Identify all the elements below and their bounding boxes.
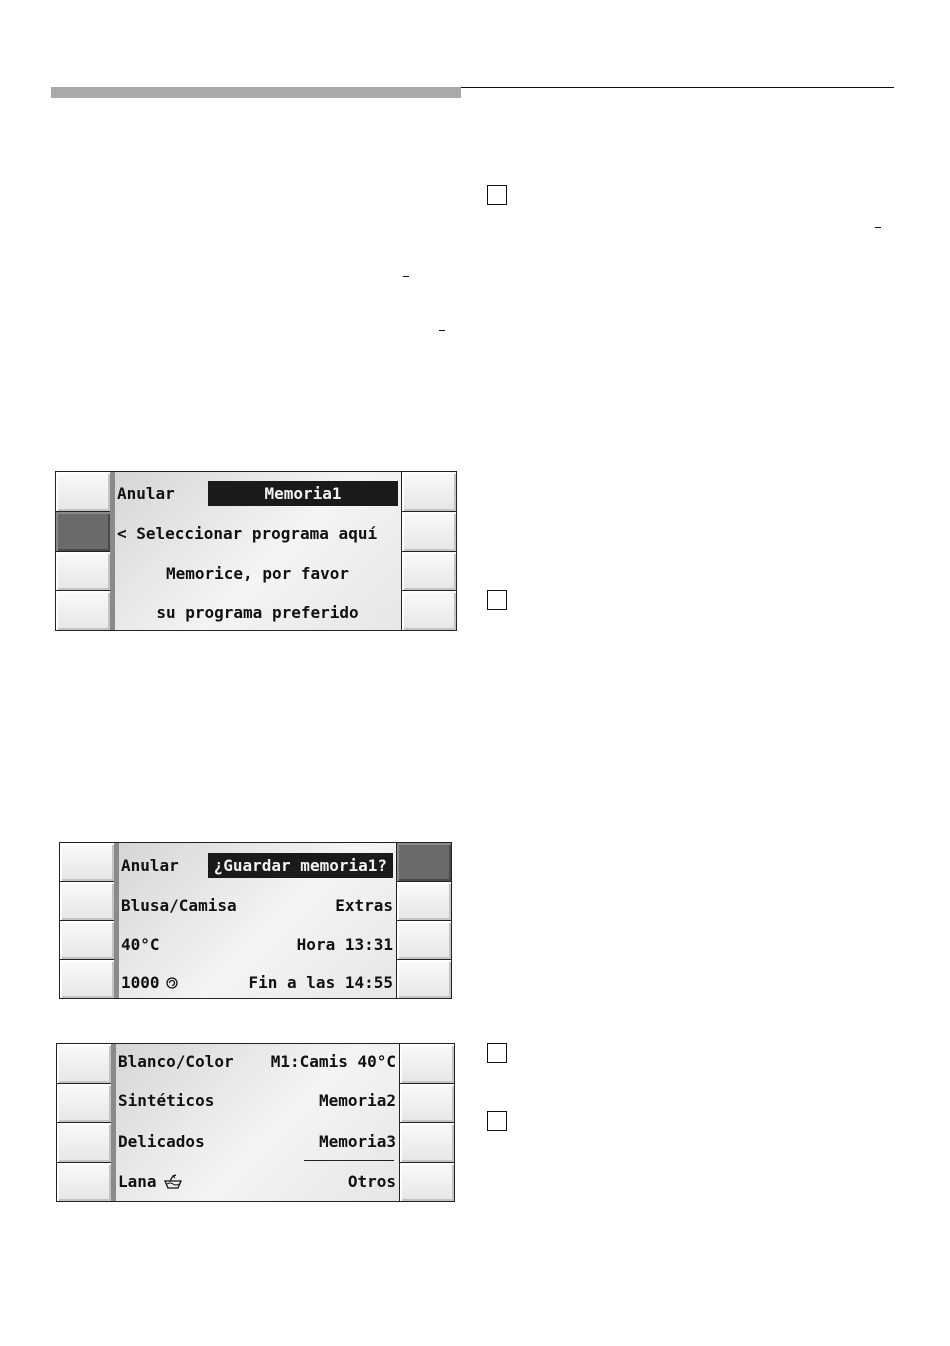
hyphen-mark: [439, 330, 445, 331]
right-key-2[interactable]: [402, 512, 456, 552]
display-panel-memory-select: [55, 471, 457, 631]
memory-3-program: Memoria3: [318, 1131, 396, 1151]
left-key-4[interactable]: [56, 591, 110, 630]
program-name: Blusa/Camisa: [121, 895, 237, 915]
memorize-message-1: Memorice, por favor: [165, 563, 350, 583]
right-key-2[interactable]: [397, 882, 451, 921]
handwash-icon: [163, 1174, 183, 1190]
header-bar: [51, 87, 461, 98]
memory-1-program: M1:Camis 40°C: [270, 1051, 396, 1071]
right-keys: [401, 472, 456, 630]
lcd-screen: [114, 843, 397, 998]
memorize-message-2: su programa preferido: [156, 602, 359, 622]
lcd-screen: [110, 472, 402, 630]
display-panel-save-memory: [59, 842, 452, 999]
clock-time: Hora 13:31: [296, 934, 393, 954]
display-panel-program-menu: [56, 1043, 455, 1202]
save-memory-prompt: ¿Guardar memoria1?: [208, 853, 393, 878]
select-program-prompt: < Seleccionar programa aquí: [117, 523, 378, 543]
spin-icon: [166, 977, 178, 989]
left-key-4[interactable]: [60, 960, 114, 998]
right-keys: [396, 843, 451, 998]
right-key-2[interactable]: [400, 1084, 454, 1124]
hyphen-mark: [875, 227, 881, 228]
left-key-3[interactable]: [56, 552, 110, 592]
cancel-label: Anular: [121, 855, 179, 875]
left-key-2[interactable]: [56, 512, 110, 552]
left-key-1[interactable]: [60, 843, 114, 882]
left-key-1[interactable]: [57, 1044, 111, 1084]
spin-speed: [121, 973, 178, 992]
right-key-1[interactable]: [402, 472, 456, 512]
left-key-2[interactable]: [57, 1084, 111, 1124]
program-wool: [118, 1172, 183, 1191]
cancel-label: Anular: [117, 483, 175, 503]
hyphen-mark: [403, 276, 409, 277]
extras-label: Extras: [335, 895, 393, 915]
left-key-2[interactable]: [60, 882, 114, 921]
program-white-color: Blanco/Color: [118, 1051, 234, 1071]
program-synthetics: Sintéticos: [118, 1090, 215, 1110]
temperature-value: 40°C: [121, 934, 160, 954]
other-programs: Otros: [347, 1171, 396, 1191]
right-key-1[interactable]: [397, 843, 451, 882]
left-key-3[interactable]: [57, 1123, 111, 1163]
right-key-3[interactable]: [397, 921, 451, 960]
right-key-1[interactable]: [400, 1044, 454, 1084]
right-key-3[interactable]: [400, 1123, 454, 1163]
memory-2-program: Memoria2: [318, 1090, 396, 1110]
right-keys: [399, 1044, 454, 1201]
step-checkbox-4: [487, 1111, 507, 1131]
memory-title: Memoria1: [208, 481, 398, 506]
left-key-4[interactable]: [57, 1163, 111, 1202]
program-delicates: Delicados: [118, 1131, 205, 1151]
right-key-4[interactable]: [402, 591, 456, 630]
left-keys: [57, 1044, 112, 1201]
step-checkbox-3: [487, 1043, 507, 1063]
right-key-3[interactable]: [402, 552, 456, 592]
left-keys: [56, 472, 111, 630]
end-time: Fin a las 14:55: [248, 972, 393, 992]
menu-separator: [304, 1160, 394, 1161]
right-key-4[interactable]: [400, 1163, 454, 1202]
right-key-4[interactable]: [397, 960, 451, 998]
lcd-screen: [111, 1044, 400, 1201]
step-checkbox-2: [487, 590, 507, 610]
spin-speed-value: 1000: [121, 972, 160, 992]
left-key-3[interactable]: [60, 921, 114, 960]
step-checkbox-1: [487, 185, 507, 205]
left-keys: [60, 843, 115, 998]
program-wool-label: Lana: [118, 1171, 157, 1191]
left-key-1[interactable]: [56, 472, 110, 512]
header-rule: [461, 87, 894, 88]
